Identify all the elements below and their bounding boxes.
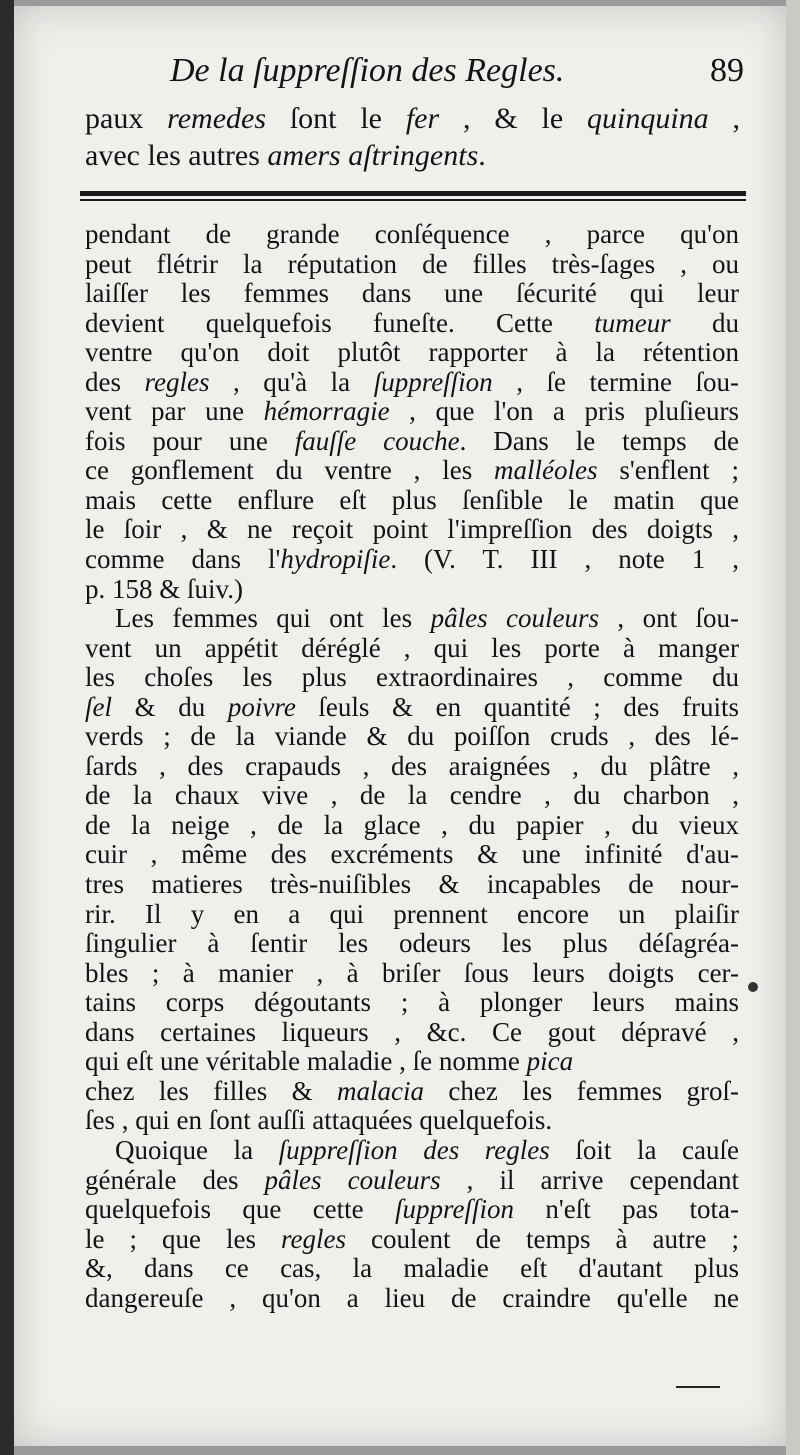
italic-term: quinquina	[586, 102, 709, 135]
text-run: , il arrive cependant	[440, 1164, 739, 1195]
text-line	[85, 1018, 739, 1048]
text-line	[85, 988, 739, 1018]
italic-term: ſuppreſſion des regles	[278, 1134, 550, 1165]
text-run: qui eſt une véritable maladie , ſe nomme	[85, 1046, 527, 1077]
text-line	[85, 1047, 739, 1077]
text-run: &, dans ce cas, la maladie eſt d'autant plus	[85, 1253, 739, 1284]
book-spine-shadow	[0, 0, 14, 1455]
text-run: , ſe termine ſou-	[492, 366, 739, 397]
text-run: n'eſt pas tota-	[514, 1194, 739, 1225]
text-run: des	[85, 366, 145, 397]
text-line	[85, 100, 740, 137]
italic-term: tumeur	[594, 307, 671, 338]
text-line	[85, 1225, 739, 1255]
text-run: , qu'à la	[209, 366, 374, 397]
text-run: , ont ſou-	[598, 603, 739, 634]
italic-term: ſel	[85, 691, 112, 722]
running-head-title: De la ſuppreſſion des Regles.	[170, 52, 565, 89]
text-run: devient quelquefois funeſte. Cette	[85, 307, 595, 338]
italic-term: ſuppreſſion	[373, 366, 493, 397]
italic-term: regles	[281, 1223, 347, 1254]
italic-term: pica	[526, 1046, 574, 1077]
text-line	[85, 781, 739, 811]
text-run: du	[670, 307, 740, 338]
text-line	[85, 427, 739, 457]
text-run: & du	[112, 691, 228, 722]
italic-term: regles	[144, 366, 210, 397]
text-line	[85, 1254, 739, 1284]
text-line	[85, 663, 739, 693]
text-line	[85, 137, 740, 174]
text-run: , & le	[439, 102, 587, 135]
italic-term: hémorragie	[263, 396, 390, 427]
separator-rule-thin	[80, 199, 746, 201]
italic-term: remedes	[167, 102, 267, 135]
text-line	[85, 604, 739, 634]
text-run: p. 158 & ſuiv.)	[85, 573, 243, 604]
text-run: Les femmes qui ont les	[115, 603, 431, 634]
text-line	[85, 900, 739, 930]
text-run: ſards , des crapauds , des araignées , du plâtre ,	[85, 750, 739, 781]
text-run: de la chaux vive , de la cendre , du charbon ,	[85, 780, 739, 811]
text-run: ſont le	[266, 102, 406, 135]
text-line	[85, 1136, 739, 1166]
separator-rule-thick	[80, 191, 746, 196]
text-run: Quoique la	[115, 1134, 279, 1165]
text-line	[85, 1284, 739, 1314]
text-line	[85, 840, 739, 870]
text-run: paux	[85, 102, 168, 135]
text-line	[85, 634, 739, 664]
text-run: dans certaines liqueurs , &c. Ce gout dépravé ,	[85, 1016, 739, 1047]
text-run: tres matieres très-nuiſibles & incapables de nour-	[85, 869, 739, 900]
italic-term: pâles couleurs	[264, 1164, 441, 1195]
text-line	[85, 545, 739, 575]
italic-term: poivre	[227, 691, 296, 722]
text-line	[85, 693, 739, 723]
text-line	[85, 752, 739, 782]
text-run: ce gonflement du ventre , les	[85, 455, 495, 486]
text-line	[85, 309, 739, 339]
text-line	[85, 722, 739, 752]
running-head	[170, 52, 744, 96]
body-text	[85, 220, 739, 1313]
text-run: ſeuls & en quantité ; des fruits	[295, 691, 739, 722]
text-run: de la neige , de la glace , du papier , du vieux	[85, 809, 739, 840]
footnote-continuation	[85, 100, 740, 174]
text-run: mais cette enflure eſt plus ſenſible le matin que	[85, 484, 739, 515]
page-number: 89	[710, 52, 744, 89]
text-run: fois pour une	[85, 425, 295, 456]
text-run: chez les femmes groſ-	[424, 1075, 739, 1106]
italic-term: hydropiſie	[280, 544, 391, 575]
text-line	[85, 338, 739, 368]
text-line	[85, 959, 739, 989]
text-run: les choſes les plus extraordinaires , comme du	[85, 662, 739, 693]
text-run: le ; que les	[85, 1223, 282, 1254]
page-edge	[786, 0, 800, 1455]
text-line	[85, 870, 739, 900]
text-line	[85, 250, 739, 280]
text-run: vent par une	[85, 396, 264, 427]
text-line	[85, 1106, 739, 1136]
text-line	[85, 456, 739, 486]
text-line	[85, 515, 739, 545]
text-run: pendant de grande conſéquence , parce qu'on	[85, 219, 739, 249]
ink-spot	[748, 982, 758, 992]
text-run: tains corps dégoutants ; à plonger leurs mains	[85, 987, 739, 1018]
text-run: rir. Il y en a qui prennent encore un plaiſir	[85, 898, 739, 929]
italic-term: ſuppreſſion	[395, 1194, 515, 1225]
text-run: coulent de temps à autre ;	[346, 1223, 739, 1254]
text-run: chez les filles &	[85, 1075, 338, 1106]
italic-term: malacia	[337, 1075, 425, 1106]
text-line	[85, 1195, 739, 1225]
text-line	[85, 1077, 739, 1107]
text-run: ventre qu'on doit plutôt rapporter à la rétention	[85, 337, 739, 368]
text-run: vent un appétit déréglé , qui les porte à manger	[85, 632, 739, 663]
italic-term: fauſſe couche	[294, 425, 460, 456]
text-run: cuir , même des excréments & une infinité d'au-	[85, 839, 739, 870]
text-run: ſes , qui en ſont auſſi attaquées quelquefois.	[85, 1105, 553, 1136]
text-run: ſoit la cauſe	[549, 1134, 739, 1165]
text-line	[85, 929, 739, 959]
text-run: , que l'on a pris pluſieurs	[389, 396, 739, 427]
text-run: générale des	[85, 1164, 265, 1195]
text-run: comme dans l'	[85, 544, 281, 575]
text-run: quelquefois que cette	[85, 1194, 396, 1225]
text-run: ſingulier à ſentir les odeurs les plus déſagréa-	[85, 928, 739, 959]
italic-term: amers aſtringents	[267, 139, 479, 172]
text-line	[85, 368, 739, 398]
catchword-mark	[676, 1382, 720, 1388]
text-line	[85, 397, 739, 427]
text-run: verds ; de la viande & du poiſſon cruds , des lé-	[85, 721, 739, 752]
italic-term: malléoles	[494, 455, 598, 486]
text-run: avec les autres	[85, 139, 268, 172]
text-run: ,	[708, 102, 740, 135]
text-run: s'enflent ;	[597, 455, 739, 486]
text-line	[85, 220, 739, 250]
text-run: peut flétrir la réputation de filles très-ſages , ou	[85, 248, 739, 279]
text-run: laiſſer les femmes dans une ſécurité qui leur	[85, 278, 739, 309]
text-line	[85, 1166, 739, 1196]
text-run: . Dans le temps de	[459, 425, 740, 456]
text-line	[85, 811, 739, 841]
text-run: . (V. T. III , note 1 ,	[390, 544, 739, 575]
text-line	[85, 279, 739, 309]
italic-term: fer	[405, 102, 440, 135]
text-line	[85, 486, 739, 516]
text-run: dangereuſe , qu'on a lieu de craindre qu'elle ne	[85, 1282, 739, 1313]
text-run: .	[478, 139, 486, 172]
text-run: le ſoir , & ne reçoit point l'impreſſion des doigts ,	[85, 514, 739, 545]
italic-term: pâles couleurs	[430, 603, 599, 634]
text-run: bles ; à manier , à briſer ſous leurs doigts cer-	[85, 957, 739, 988]
text-line	[85, 575, 739, 605]
